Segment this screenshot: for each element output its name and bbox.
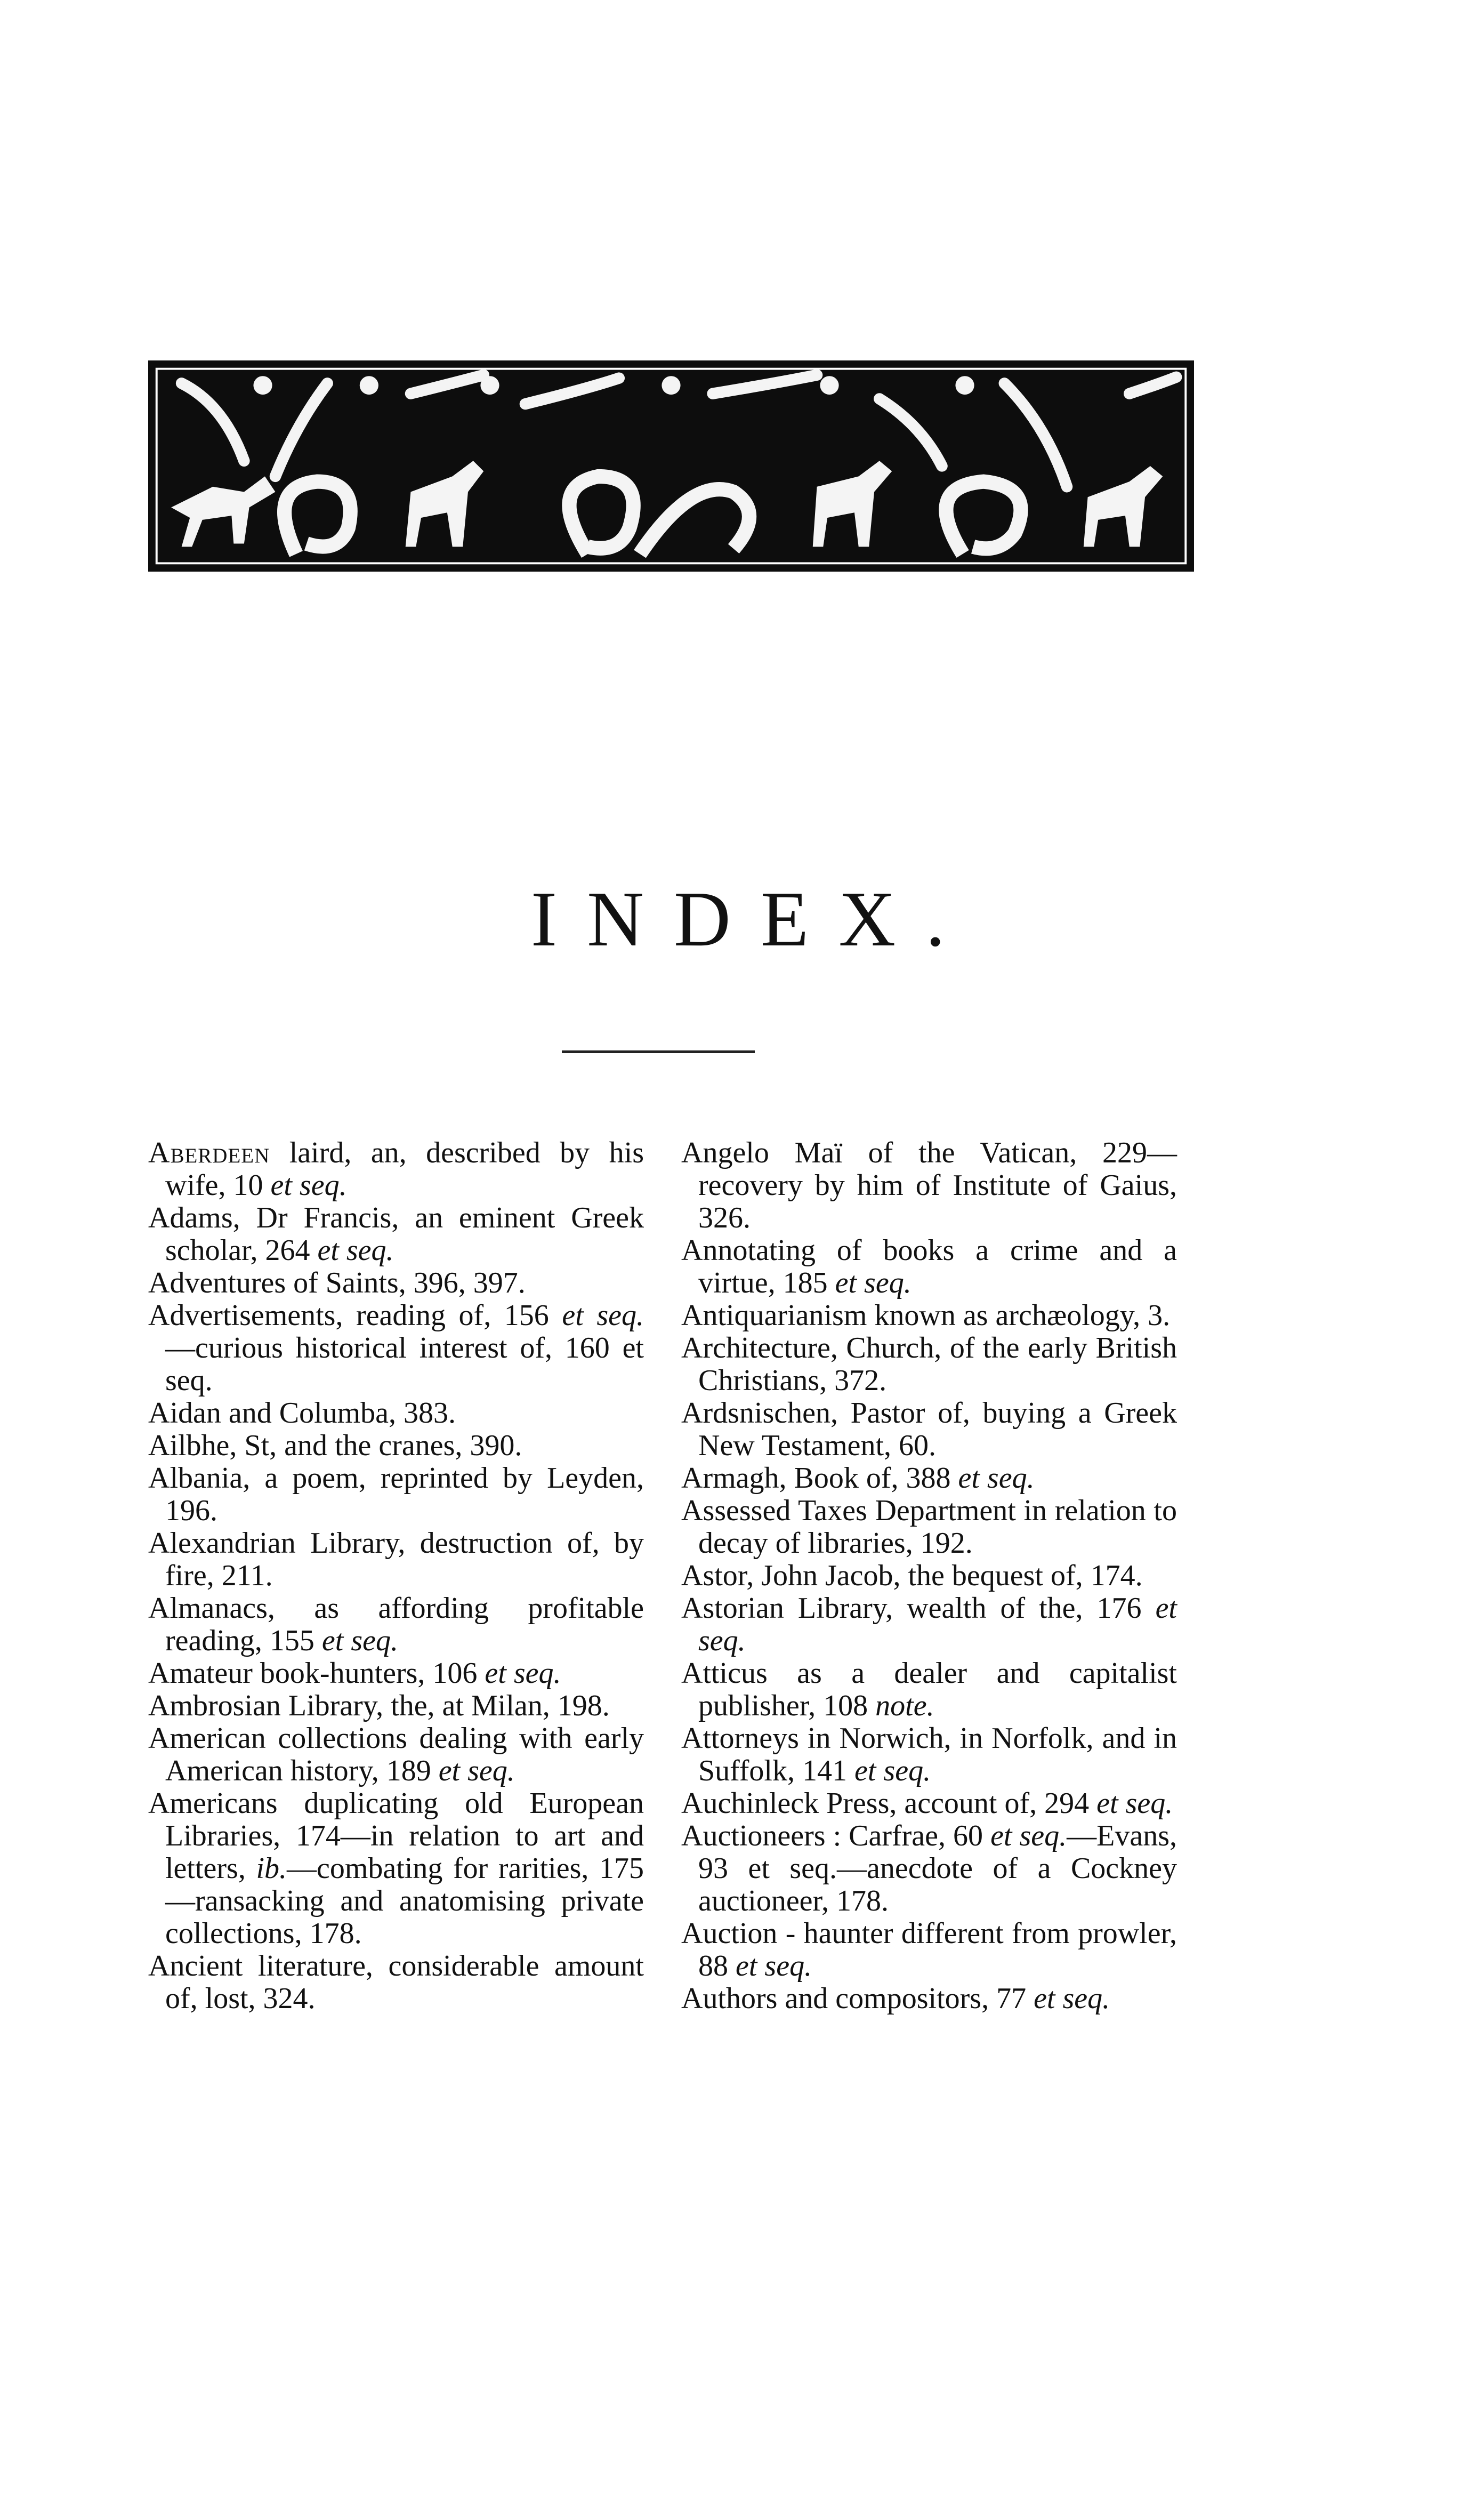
entry-italic-reference: ib.: [256, 1852, 287, 1885]
index-entry: [148, 1592, 644, 1657]
entry-text: Ambrosian Library, the, at Milan, 198.: [148, 1689, 610, 1722]
index-entry: [148, 1202, 644, 1267]
index-entry: [681, 1657, 1177, 1722]
entry-italic-reference: et seq.: [698, 1592, 1177, 1657]
index-entry: [681, 1495, 1177, 1560]
entry-italic-reference: et seq.: [1034, 1982, 1110, 2015]
entry-italic-reference: et seq.: [736, 1949, 812, 1983]
entry-italic-reference: et seq.: [562, 1299, 644, 1332]
entry-italic-reference: et seq.: [958, 1462, 1035, 1495]
entry-text: Astor, John Jacob, the bequest of, 174.: [681, 1559, 1143, 1592]
entry-headword: Aberdeen: [148, 1136, 270, 1169]
entry-italic-reference: et seq.: [990, 1819, 1067, 1852]
index-entry: [148, 1397, 644, 1430]
entry-text: Advertisements, reading of, 156: [148, 1299, 562, 1332]
index-entry: [681, 1299, 1177, 1332]
entry-text: Annotating of books a crime and a virtue, 185: [681, 1234, 1177, 1299]
index-entry: [681, 1462, 1177, 1495]
index-entry: [681, 1560, 1177, 1592]
index-entry: [148, 1722, 644, 1787]
entry-text: Angelo Maï of the Vatican, 229—recovery by him of Institute of Gaius, 326.: [681, 1136, 1177, 1234]
index-entry: [681, 1397, 1177, 1462]
entry-continuation: —curious historical interest of, 160 et seq.: [165, 1331, 644, 1397]
page-title: INDEX.: [530, 876, 975, 963]
entry-text: Adventures of Saints, 396, 397.: [148, 1266, 526, 1299]
entry-italic-reference: et seq.: [854, 1754, 931, 1787]
index-entry: [148, 1462, 644, 1527]
index-entry: [148, 1430, 644, 1462]
entry-text: Auctioneers : Carfrae, 60: [681, 1819, 991, 1852]
entry-text: Almanacs, as affording profitable reading, 155: [148, 1592, 644, 1657]
index-entry: [681, 1917, 1177, 1983]
entry-text: Amateur book-hunters, 106: [148, 1657, 485, 1690]
index-entry: [148, 1787, 644, 1950]
entry-text: Albania, a poem, reprinted by Leyden, 196.: [148, 1462, 644, 1527]
index-column-right: [681, 1137, 1177, 2015]
entry-italic-reference: et seq.: [270, 1169, 347, 1202]
index-entry: [681, 1592, 1177, 1657]
entry-text: Antiquarianism known as archæology, 3.: [681, 1299, 1171, 1332]
index-entry: [148, 1950, 644, 2015]
index-entry: [148, 1527, 644, 1592]
entry-text: Adams, Dr Francis, an eminent Greek scholar, 264: [148, 1201, 644, 1267]
entry-text: Auction - haunter different from prowler, 88: [681, 1917, 1177, 1983]
entry-text: Assessed Taxes Department in relation to decay of libraries, 192.: [681, 1494, 1177, 1560]
entry-italic-reference: et seq.: [438, 1754, 515, 1787]
index-entry: [148, 1299, 644, 1397]
entry-text: American collections dealing with early American history, 189: [148, 1722, 644, 1787]
index-entry: [681, 1820, 1177, 1917]
entry-italic-reference: et seq.: [835, 1266, 912, 1299]
entry-text: Alexandrian Library, destruction of, by fire, 211.: [148, 1527, 644, 1592]
entry-text: Aidan and Columba, 383.: [148, 1397, 456, 1430]
index-entry: [148, 1267, 644, 1299]
entry-text: laird, an, described by his wife, 10: [165, 1136, 644, 1202]
entry-text: Auchinleck Press, account of, 294: [681, 1787, 1097, 1820]
entry-text: Ardsnischen, Pastor of, buying a Greek New Testament, 60.: [681, 1397, 1177, 1462]
entry-italic-reference: et seq.: [485, 1657, 561, 1690]
index-column-left: [148, 1137, 644, 2015]
entry-text: Atticus as a dealer and capitalist publisher, 108: [681, 1657, 1177, 1722]
entry-italic-reference: et seq.: [1096, 1787, 1173, 1820]
entry-text: Armagh, Book of, 388: [681, 1462, 958, 1495]
index-entry: [681, 1983, 1177, 2015]
entry-continuation: —Evans, 93 et seq.—anecdote of a Cockney auctioneer, 178.: [698, 1819, 1177, 1917]
index-entry: [148, 1690, 644, 1722]
index-entry: [148, 1657, 644, 1690]
index-entry: [681, 1332, 1177, 1397]
entry-text: Attorneys in Norwich, in Norfolk, and in Suffolk, 141: [681, 1722, 1177, 1787]
entry-text: Ancient literature, considerable amount of, lost, 324.: [148, 1949, 644, 2015]
index-entry: [148, 1137, 644, 1202]
entry-text: Americans duplicating old European Libraries, 174—in relation to art and letters,: [148, 1787, 644, 1885]
index-entry: [681, 1137, 1177, 1234]
index-entry: [681, 1234, 1177, 1299]
frieze-artwork: [150, 363, 1192, 569]
entry-text: Astorian Library, wealth of the, 176: [681, 1592, 1156, 1625]
index-entry: [681, 1722, 1177, 1787]
decorative-frieze-illustration: [148, 360, 1194, 572]
entry-continuation: —combating for rarities, 175—ransacking and anatomising private collections, 178.: [165, 1852, 644, 1950]
entry-text: Authors and compositors, 77: [681, 1982, 1034, 2015]
entry-italic-reference: et seq.: [321, 1624, 398, 1657]
title-divider: [562, 1050, 755, 1053]
index-entry: [681, 1787, 1177, 1820]
entry-text: Ailbhe, St, and the cranes, 390.: [148, 1429, 522, 1462]
entry-text: Architecture, Church, of the early British Christians, 372.: [681, 1331, 1177, 1397]
entry-italic-reference: et seq.: [317, 1234, 394, 1267]
entry-italic-reference: note.: [875, 1689, 934, 1722]
